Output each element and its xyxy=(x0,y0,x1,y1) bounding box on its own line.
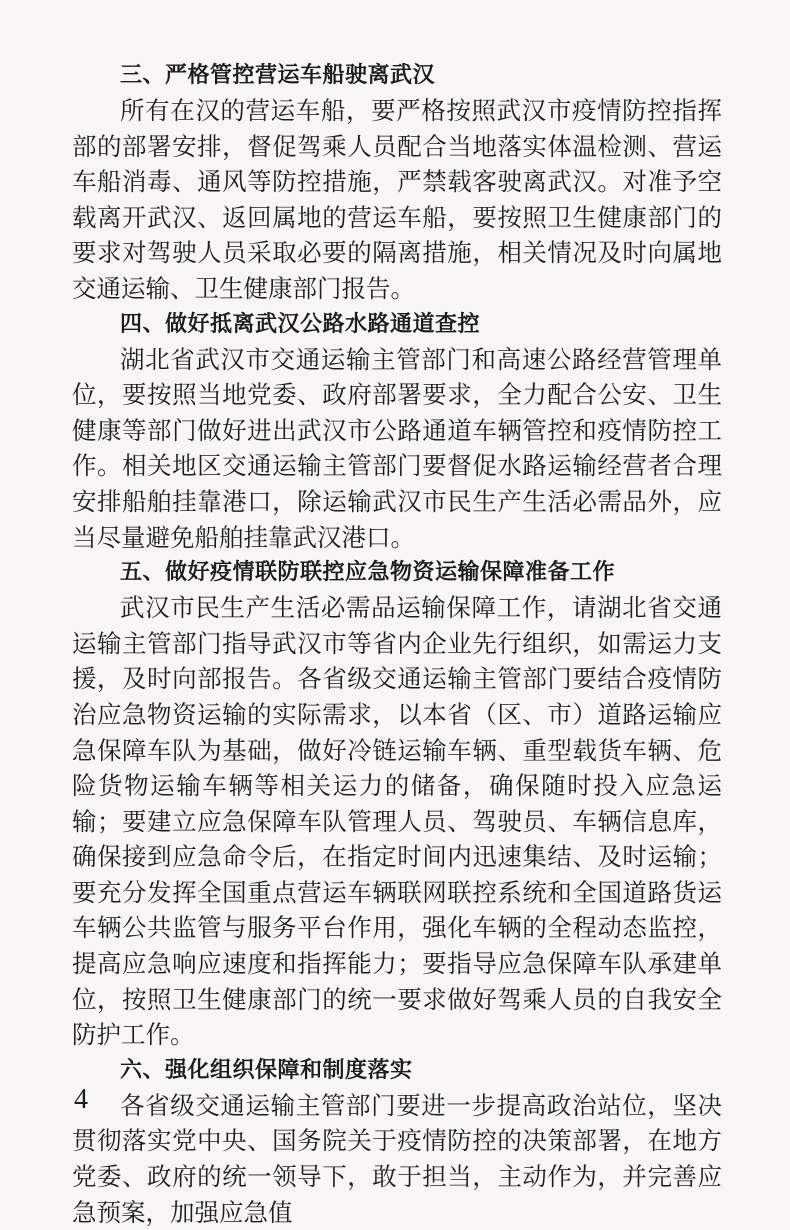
page-number: 4 xyxy=(74,1084,88,1115)
page-content xyxy=(72,58,722,1230)
section-5-heading: 五、做好疫情联防联控应急物资运输保障准备工作 xyxy=(120,560,616,586)
section-6-heading: 六、强化组织保障和制度落实 xyxy=(120,1057,413,1083)
section-4-heading: 四、做好抵离武汉公路水路通道查控 xyxy=(120,311,481,337)
section-5-paragraph: 武汉市民生产生活必需品运输保障工作，请湖北省交通运输主管部门指导武汉市等省内企业先行组织，如需运力支援，及时向部报告。各省级交通运输主管部门要结合疫情防治应急物资运输的实际需求，以本省（区、市）道路运输应急保障车队为基础，做好冷链运输车辆、重型载货车辆、危险货物运输车辆等相关运力的储备，确保随时投入应急运输；要建立应急保障车队管理人员、驾驶员、车辆信息库，确保接到应急命令后，在指定时间内迅速集结、及时运输；要充分发挥全国重点营运车辆联网联控系统和全国道路货运车辆公共监管与服务平台作用，强化车辆的全程动态监控，提高应急响应速度和指挥能力；要指导应急保障车队承建单位，按照卫生健康部门的统一要求做好驾乘人员的自我安全防护工作。 xyxy=(72,593,722,1050)
section-4-paragraph: 湖北省武汉市交通运输主管部门和高速公路经营管理单位，要按照当地党委、政府部署要求，全力配合公安、卫生健康等部门做好进出武汉市公路通道车辆管控和疫情防控工作。相关地区交通运输主管部门要督促水路运输经营者合理安排船舶挂靠港口，除运输武汉市民生产生活必需品外，应当尽量避免船舶挂靠武汉港口。 xyxy=(72,344,722,552)
section-3-heading: 三、严格管控营运车船驶离武汉 xyxy=(120,63,436,88)
section-3 xyxy=(72,58,722,307)
section-6 xyxy=(72,1053,722,1230)
section-4 xyxy=(72,307,722,556)
section-6-paragraph: 各省级交通运输主管部门要进一步提高政治站位，坚决贯彻落实党中央、国务院关于疫情防控的决策部署，在地方党委、政府的统一领导下，敢于担当，主动作为，并完善应急预案，加强应急值 xyxy=(72,1090,722,1227)
section-3-paragraph: 所有在汉的营运车船，要严格按照武汉市疫情防控指挥部的部署安排，督促驾乘人员配合当地落实体温检测、营运车船消毒、通风等防控措施，严禁载客驶离武汉。对准予空载离开武汉、返回属地的营运车船，要按照卫生健康部门的要求对驾驶人员采取必要的隔离措施，相关情况及时向属地交通运输、卫生健康部门报告。 xyxy=(72,96,722,303)
section-5 xyxy=(72,555,722,1053)
